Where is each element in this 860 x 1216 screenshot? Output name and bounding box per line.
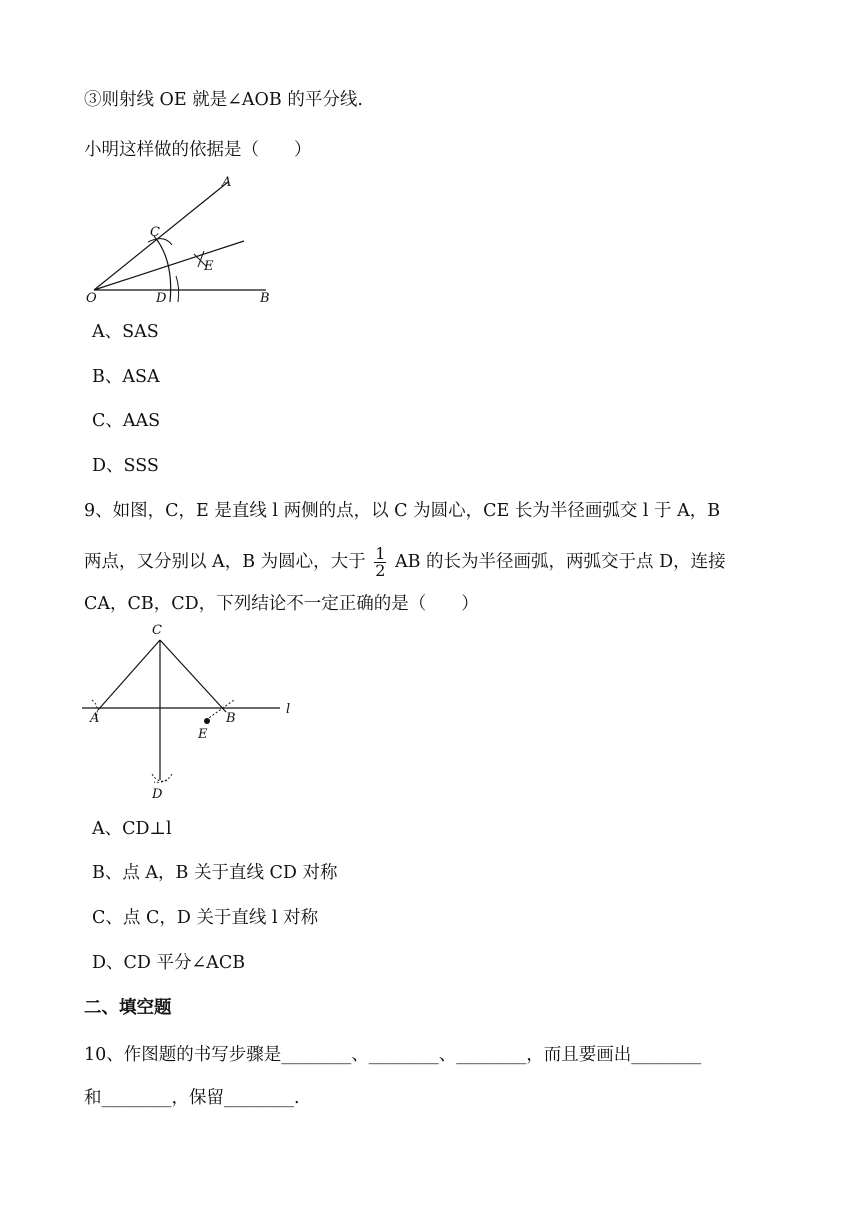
label-e: E bbox=[204, 259, 214, 274]
label-b: B bbox=[260, 291, 270, 306]
q8-option-b: B、ASA bbox=[92, 367, 160, 387]
arc-d bbox=[176, 276, 179, 302]
ray-oe bbox=[94, 241, 244, 290]
label-a: A bbox=[90, 711, 100, 726]
q8-step3: ③则射线 OE 就是∠AOB 的平分线. bbox=[84, 90, 363, 110]
q8-question: 小明这样做的依据是（ ） bbox=[84, 140, 312, 160]
segment-cb bbox=[160, 640, 226, 712]
q8-option-a: A、SAS bbox=[92, 322, 159, 342]
label-e: E bbox=[198, 727, 208, 742]
segment-ca bbox=[98, 640, 160, 710]
label-l: l bbox=[286, 702, 291, 717]
label-b: B bbox=[226, 711, 236, 726]
fraction-numerator: 1 bbox=[375, 544, 386, 563]
q10-line2: 和________，保留________. bbox=[84, 1088, 300, 1108]
q9-line2-before: 两点，又分别以 A，B 为圆心，大于 bbox=[84, 552, 366, 572]
q8-option-d: D、SSS bbox=[92, 456, 159, 476]
q9-line1: 9、如图，C，E 是直线 l 两侧的点，以 C 为圆心，CE 长为半径画弧交 l 于 A，B bbox=[84, 501, 721, 521]
q8-option-c: C、AAS bbox=[92, 411, 161, 431]
q8-figure bbox=[80, 170, 290, 310]
section-title: 二、填空题 bbox=[84, 998, 172, 1018]
label-c: C bbox=[152, 623, 162, 638]
q9-option-c: C、点 C，D 关于直线 l 对称 bbox=[92, 908, 319, 928]
q9-option-a: A、CD⊥l bbox=[92, 819, 172, 839]
q9-line2 bbox=[84, 546, 726, 579]
fraction-one-half bbox=[374, 546, 386, 579]
label-a: A bbox=[222, 175, 232, 190]
point-e bbox=[204, 718, 210, 724]
fraction-denominator: 2 bbox=[375, 561, 386, 580]
q10-line1: 10、作图题的书写步骤是________、________、________，而且要画出________ bbox=[84, 1045, 702, 1065]
label-d: D bbox=[152, 787, 163, 802]
q9-option-d: D、CD 平分∠ACB bbox=[92, 953, 246, 973]
label-c: C bbox=[150, 225, 160, 240]
label-o: O bbox=[86, 291, 97, 306]
q9-line3: CA，CB，CD，下列结论不一定正确的是（ ） bbox=[84, 594, 479, 614]
q9-line2-after: AB 的长为半径画弧，两弧交于点 D，连接 bbox=[394, 552, 726, 572]
q9-figure bbox=[76, 620, 306, 810]
label-d: D bbox=[156, 291, 167, 306]
q9-option-b: B、点 A，B 关于直线 CD 对称 bbox=[92, 863, 338, 883]
